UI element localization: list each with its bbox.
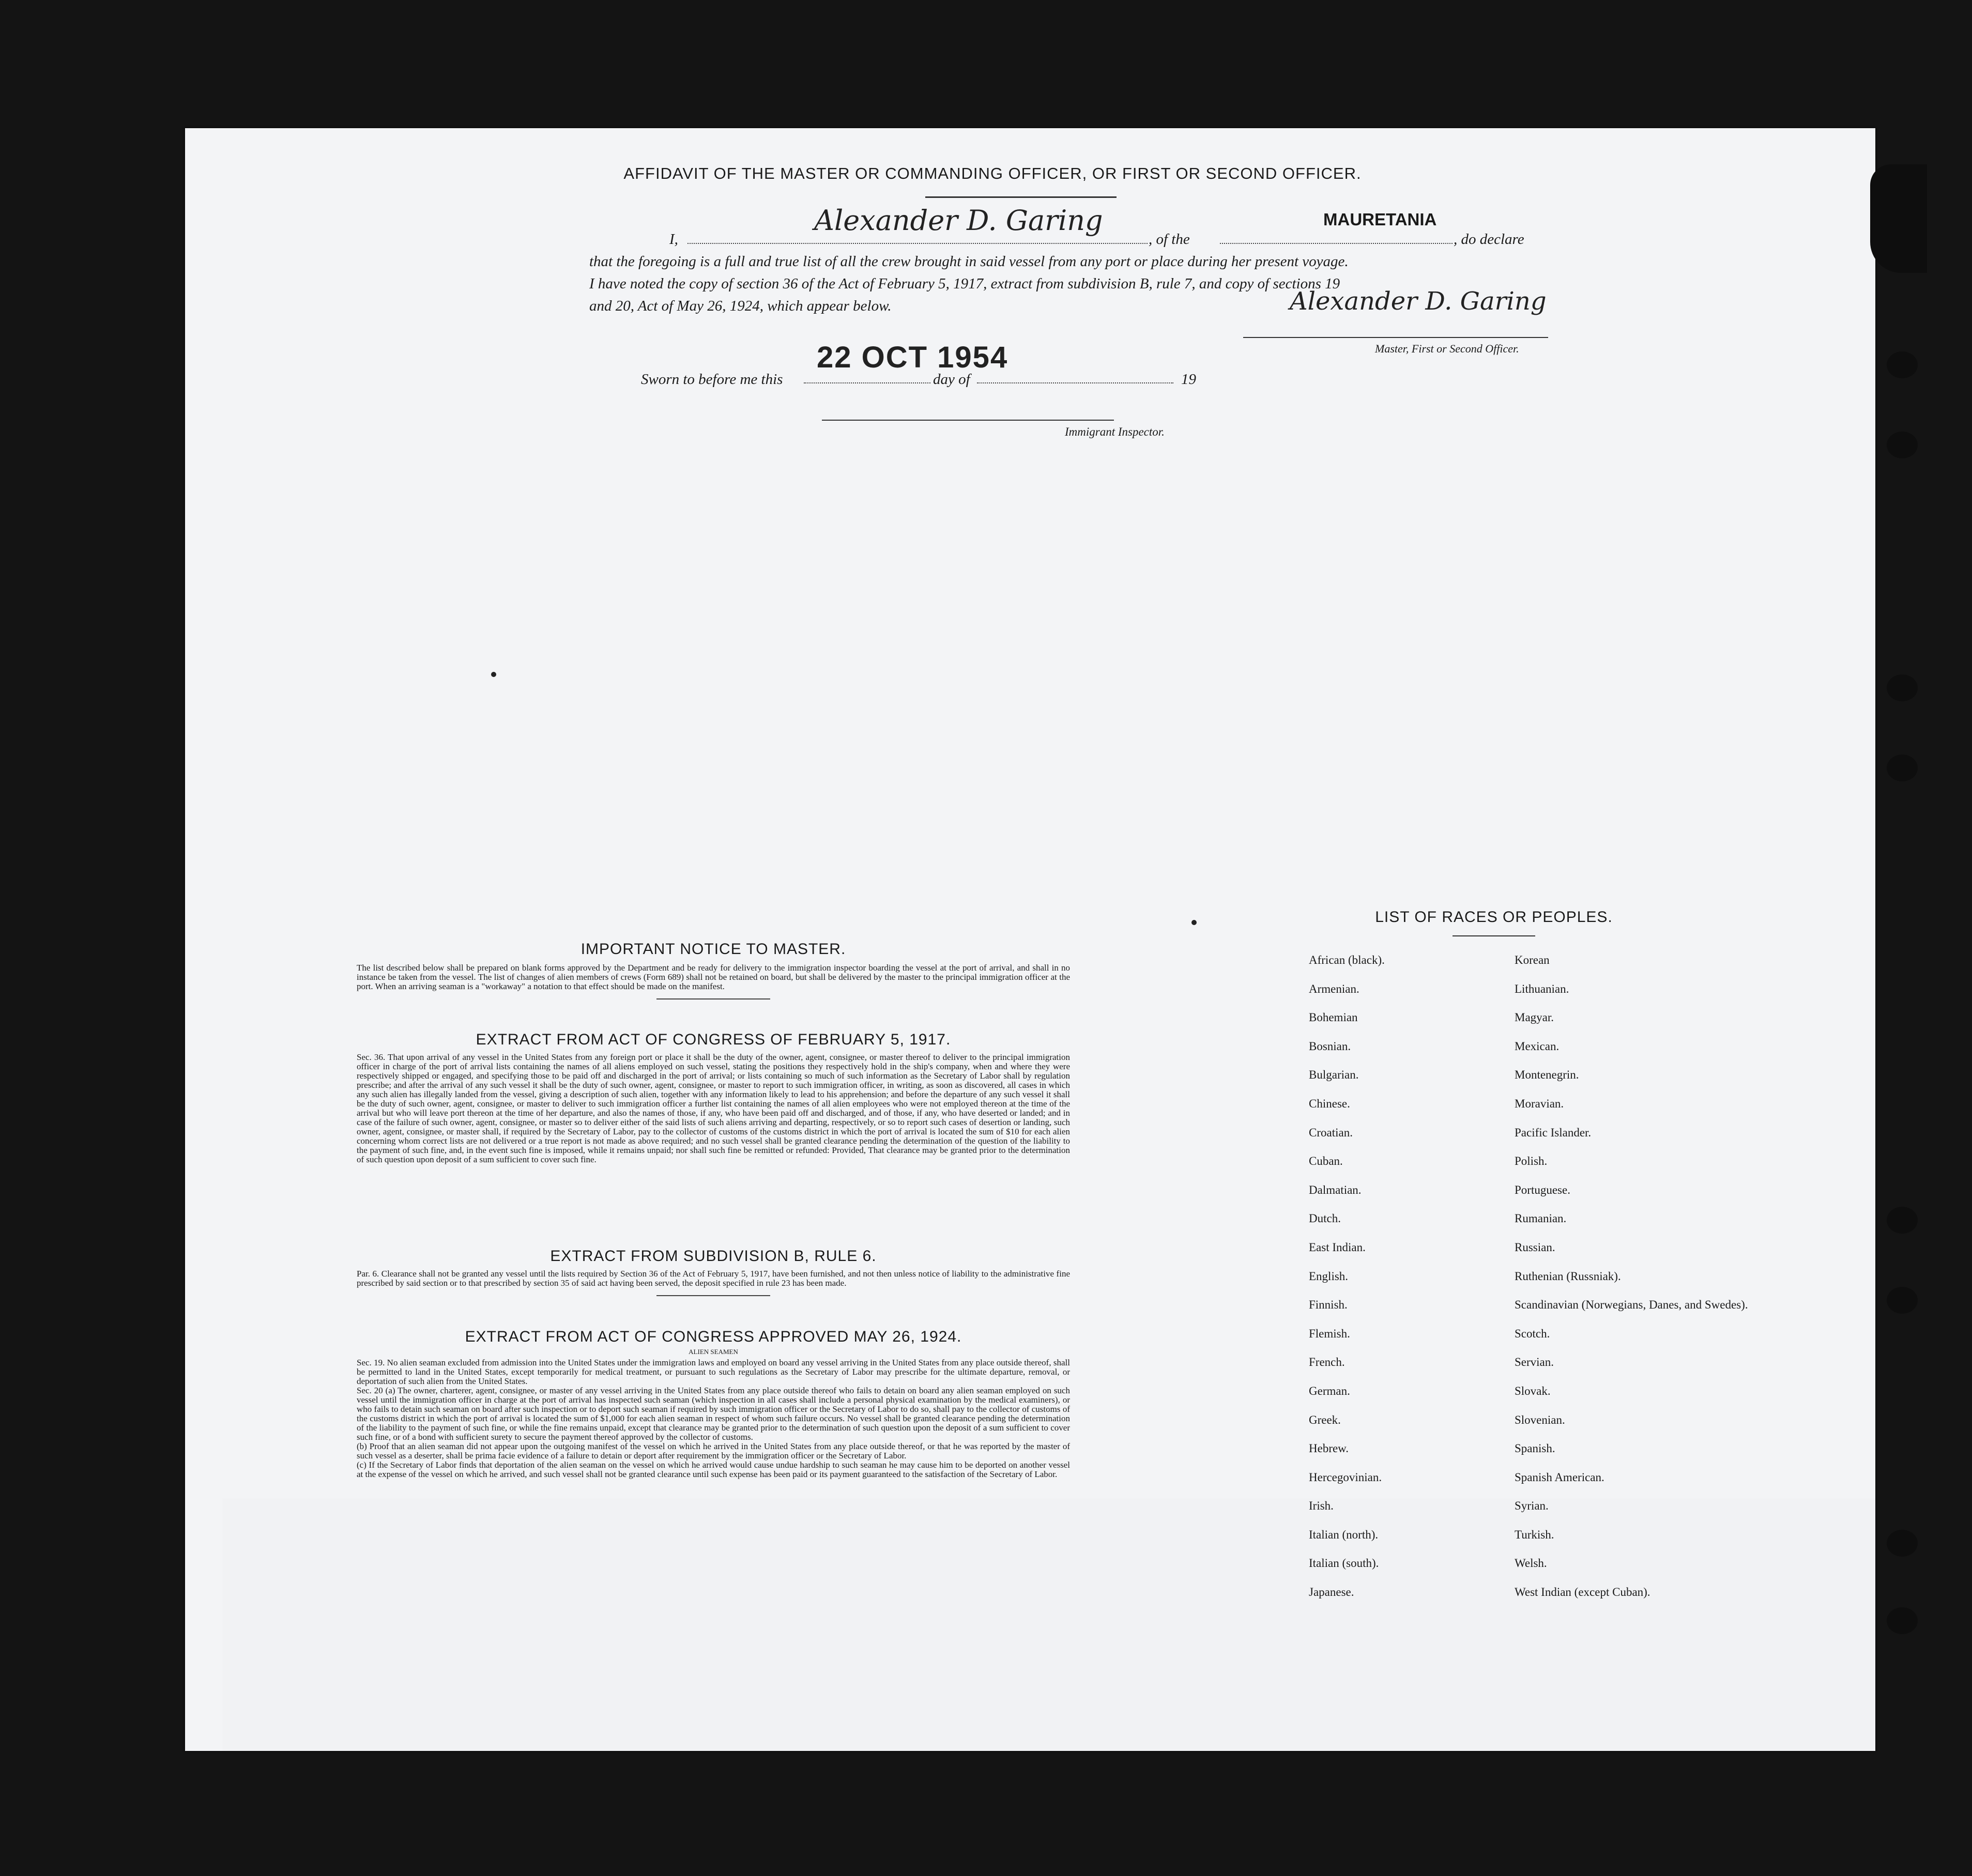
race-item: Ruthenian (Russniak). — [1515, 1269, 1621, 1283]
race-item: African (black). — [1309, 954, 1385, 966]
extract-rule6-section — [357, 1248, 1070, 1296]
race-item: Polish. — [1515, 1155, 1548, 1168]
declaration-line-2: that the foregoing is a full and true list of all the crew brought in said vessel from any port or place during her present voyage. — [589, 253, 1349, 270]
punch-hole — [1887, 755, 1918, 781]
punch-hole — [1887, 1207, 1918, 1234]
name-line — [687, 243, 1148, 244]
race-item: Mexican. — [1515, 1039, 1560, 1053]
race-item: Dutch. — [1309, 1212, 1341, 1225]
punch-hole — [1887, 432, 1918, 458]
race-item: Scandinavian (Norwegians, Danes, and Swedes). — [1515, 1298, 1748, 1312]
of-the-label: , of the — [1149, 231, 1190, 248]
punch-hole — [1887, 351, 1918, 378]
race-item: Magyar. — [1515, 1011, 1554, 1024]
day-of-label: day of — [933, 371, 970, 388]
section-divider — [656, 1295, 770, 1296]
section-divider — [656, 998, 770, 999]
extract-1924-title: EXTRACT FROM ACT OF CONGRESS APPROVED MAY 26, 1924. — [465, 1328, 962, 1345]
races-title-rule — [1453, 935, 1535, 936]
declaration-line-3: I have noted the copy of section 36 of the Act of February 5, 1917, extract from subdivision B, rule 7, and copy of sections 19 — [589, 275, 1340, 292]
extract-1924-sec20b: (b) Proof that an alien seaman did not appear upon the outgoing manifest of the vessel on which he arrived in the United States from any place outside thereof, or that he was reported by the master of such vessel as a deserter, shall be prima facie evidence of a failure to detain or deport after requirement by the immigration officer or the Secretary of Labor. — [357, 1441, 1070, 1460]
extract-1924-section — [357, 1328, 1070, 1479]
declaration-line-4: and 20, Act of May 26, 1924, which appear below. — [589, 298, 892, 314]
race-item: Spanish. — [1515, 1442, 1555, 1455]
race-item: Scotch. — [1515, 1327, 1550, 1340]
race-item: Dalmatian. — [1309, 1183, 1362, 1196]
race-item: Spanish American. — [1515, 1470, 1604, 1484]
extract-1924-subtitle: ALIEN SEAMEN — [689, 1348, 738, 1356]
vessel-name: MAURETANIA — [1323, 210, 1437, 229]
race-item: Korean — [1515, 954, 1550, 966]
punch-hole — [1887, 1287, 1918, 1314]
race-item: English. — [1309, 1269, 1349, 1283]
do-declare-label: , do declare — [1454, 231, 1524, 248]
vessel-line — [1220, 243, 1453, 244]
race-item: Bohemian — [1309, 1011, 1358, 1024]
sworn-label: Sworn to before me this — [641, 371, 783, 388]
race-item: Italian (south). — [1309, 1557, 1379, 1570]
i-label: I, — [669, 231, 678, 248]
race-item: Hebrew. — [1309, 1442, 1349, 1455]
race-item: Turkish. — [1515, 1528, 1554, 1541]
punch-hole — [1887, 674, 1918, 701]
notice-section — [357, 941, 1070, 999]
race-item: Bosnian. — [1309, 1039, 1351, 1053]
race-item: East Indian. — [1309, 1240, 1366, 1254]
extract-1917-text: Sec. 36. That upon arrival of any vessel in the United States from any foreign port or place it shall be the duty of the owner, agent, consignee, or master thereof to deliver to the principal immigration officer in charge of the port of arrival lists containing the names of all aliens employed on such vessel, stating the positions they respectively hold in the ship's company, when and where they were respectively shipped or engaged, and specifying those to be paid off and discharged in the port of arrival; or lists containing so much of such information as the Secretary of Labor shall by regulation prescribe; and after the arrival of any such vessel it shall be the duty of such owner, agent, consignee, or master to report to such immigration officer, in writing, as soon as discovered, all cases in which any such alien has illegally landed from the vessel, giving a description of such alien, together with any information likely to lead to his apprehension; and before the departure of any such vessel it shall be the duty of such owner, agent, consignee, or master to deliver to such immigration officer a further list containing the names of all alien employees who were not employed thereon at the time of the arrival but who will leave port thereon at the time of her departure, and also the names of those, if any, who have been paid off and discharged, and of those, if any, who have deserted or landed; and in case of the failure of such owner, agent, consignee, or master so to deliver either of the said lists of such aliens arriving and departing, respectively, or so to report such cases of desertion or landing, such owner, agent, consignee, or master shall, if required by the Secretary of Labor, pay to the collector of customs of the customs district in which the port of arrival is located the sum of $10 for each alien concerning whom correct lists are not delivered or a true report is not made as above required; and no such vessel shall be granted clearance pending the determination of the question of the liability to the payment of such fine, and, in the event such fine is imposed, while it remains unpaid; nor shall such fine be remitted or refunded: Provided, That clearance may be granted prior to the determination of such question upon deposit of a sum sufficient to cover such fine. — [357, 1052, 1070, 1164]
signature-master: Alexander D. Garing — [1290, 287, 1547, 316]
notice-title: IMPORTANT NOTICE TO MASTER. — [580, 941, 846, 958]
race-item: Bulgarian. — [1309, 1068, 1359, 1082]
affidavit-title: AFFIDAVIT OF THE MASTER OR COMMANDING OFFICER, OR FIRST OR SECOND OFFICER. — [623, 164, 1362, 182]
punch-hole — [1887, 1530, 1918, 1557]
race-item: Hercegovinian. — [1309, 1470, 1382, 1484]
signature-rule — [1243, 337, 1548, 338]
master-label: Master, First or Second Officer. — [1375, 342, 1519, 355]
race-item: Slovak. — [1515, 1384, 1551, 1397]
races-left-column — [1309, 954, 1385, 1614]
race-item: Portuguese. — [1515, 1183, 1570, 1196]
race-item: Greek. — [1309, 1413, 1341, 1426]
extract-rule6-title: EXTRACT FROM SUBDIVISION B, RULE 6. — [550, 1248, 877, 1265]
torn-corner — [1870, 164, 1927, 273]
extract-1924-sec20c: (c) If the Secretary of Labor finds that deportation of the alien seaman on the vessel on which he arrived would cause undue hardship to such seaman he may cause him to be deported on another vessel at the expense of the vessel on which he arrived, and such vessel shall not be granted clearance until such expense has been paid or its payment guaranteed to the satisfaction of the Secretary of Labor. — [357, 1460, 1070, 1479]
date-stamp: 22 OCT 1954 — [817, 341, 1008, 374]
race-item: Croatian. — [1309, 1126, 1353, 1139]
race-item: West Indian (except Cuban). — [1515, 1586, 1650, 1599]
race-item: Chinese. — [1309, 1097, 1350, 1110]
extract-1917-section — [357, 1031, 1070, 1164]
extract-rule6-text: Par. 6. Clearance shall not be granted any vessel until the lists required by Section 36 of the Act of February 5, 1917, have been furnished, and not then unless notice of liability to the administrative fine prescribed by said section or to that prescribed by section 35 of said act having been served, the deposit specified in rule 23 has been made. — [357, 1269, 1070, 1288]
race-item: Rumanian. — [1515, 1212, 1567, 1225]
race-item: Slovenian. — [1515, 1413, 1565, 1426]
extract-1924-sec19: Sec. 19. No alien seaman excluded from admission into the United States under the immigration laws and employed on board any vessel arriving in the United States from any place outside thereof, shall be permitted to land in the United States, except temporarily for medical treatment, or pursuant to such regulations as the Secretary of Labor may prescribe for the ultimate departure, removal, or deportation of such alien from the United States. — [357, 1358, 1070, 1386]
extract-1924-sec20a: Sec. 20 (a) The owner, charterer, agent, consignee, or master of any vessel arriving in the United States from any place outside thereof who fails to detain on board any alien seaman employed on such vessel until the immigration officer in charge at the port of arrival has inspected such seaman (which inspection in all cases shall include a personal physical examination by the medical examiners), or who fails to detain such seaman on board after such inspection or to deport such seaman if required by such immigration officer or the Secretary of Labor to do so, shall pay to the collector of customs of the customs district in which the port of arrival is located the sum of $1,000 for each alien seaman in respect of whom such failure occurs. No vessel shall be granted clearance pending the determination of the liability to the payment of such fine, or while the fine remains unpaid, except that clearance may be granted prior to the determination of such question upon the deposit of a sum sufficient to cover such fine, or of a bond with sufficient surety to secure the payment thereof approved by the collector of customs. — [357, 1386, 1070, 1442]
races-right-column — [1515, 954, 1748, 1614]
race-item: Armenian. — [1309, 982, 1359, 995]
day-line — [804, 382, 930, 383]
notice-text: The list described below shall be prepared on blank forms approved by the Department and be ready for delivery to the immigration inspector boarding the vessel at the port of arrival, and shall in no instance be taken from the vessel. The list of changes of alien members of crews (Form 689) shall not be retained on board, but shall be delivered by the master to the principal immigration officer at the port. When an arriving seaman is a "workaway" a notation to that effect should be made on the manifest. — [357, 963, 1070, 991]
race-item: Flemish. — [1309, 1327, 1350, 1340]
races-title: LIST OF RACES OR PEOPLES. — [1375, 909, 1613, 926]
race-item: Syrian. — [1515, 1499, 1549, 1513]
race-item: Welsh. — [1515, 1557, 1547, 1570]
ink-speck — [491, 672, 496, 677]
extract-1917-title: EXTRACT FROM ACT OF CONGRESS OF FEBRUARY 5, 1917. — [476, 1031, 951, 1048]
month-line — [977, 382, 1173, 383]
race-item: Lithuanian. — [1515, 982, 1569, 995]
race-item: Italian (north). — [1309, 1528, 1379, 1541]
inspector-rule — [822, 420, 1114, 421]
signature-name: Alexander D. Garing — [814, 204, 1103, 237]
race-item: Cuban. — [1309, 1155, 1343, 1168]
inspector-label: Immigrant Inspector. — [1065, 425, 1165, 438]
race-item: Irish. — [1309, 1499, 1334, 1513]
year-prefix: 19 — [1181, 371, 1196, 388]
race-item: German. — [1309, 1384, 1350, 1397]
punch-hole — [1887, 1607, 1918, 1634]
race-item: Pacific Islander. — [1515, 1126, 1592, 1139]
race-item: Russian. — [1515, 1240, 1555, 1254]
race-item: French. — [1309, 1356, 1345, 1369]
title-rule — [925, 196, 1117, 198]
race-item: Japanese. — [1309, 1586, 1354, 1599]
race-item: Finnish. — [1309, 1298, 1348, 1312]
ink-speck — [1191, 920, 1197, 925]
race-item: Moravian. — [1515, 1097, 1564, 1110]
race-item: Montenegrin. — [1515, 1068, 1579, 1082]
race-item: Servian. — [1515, 1356, 1554, 1369]
